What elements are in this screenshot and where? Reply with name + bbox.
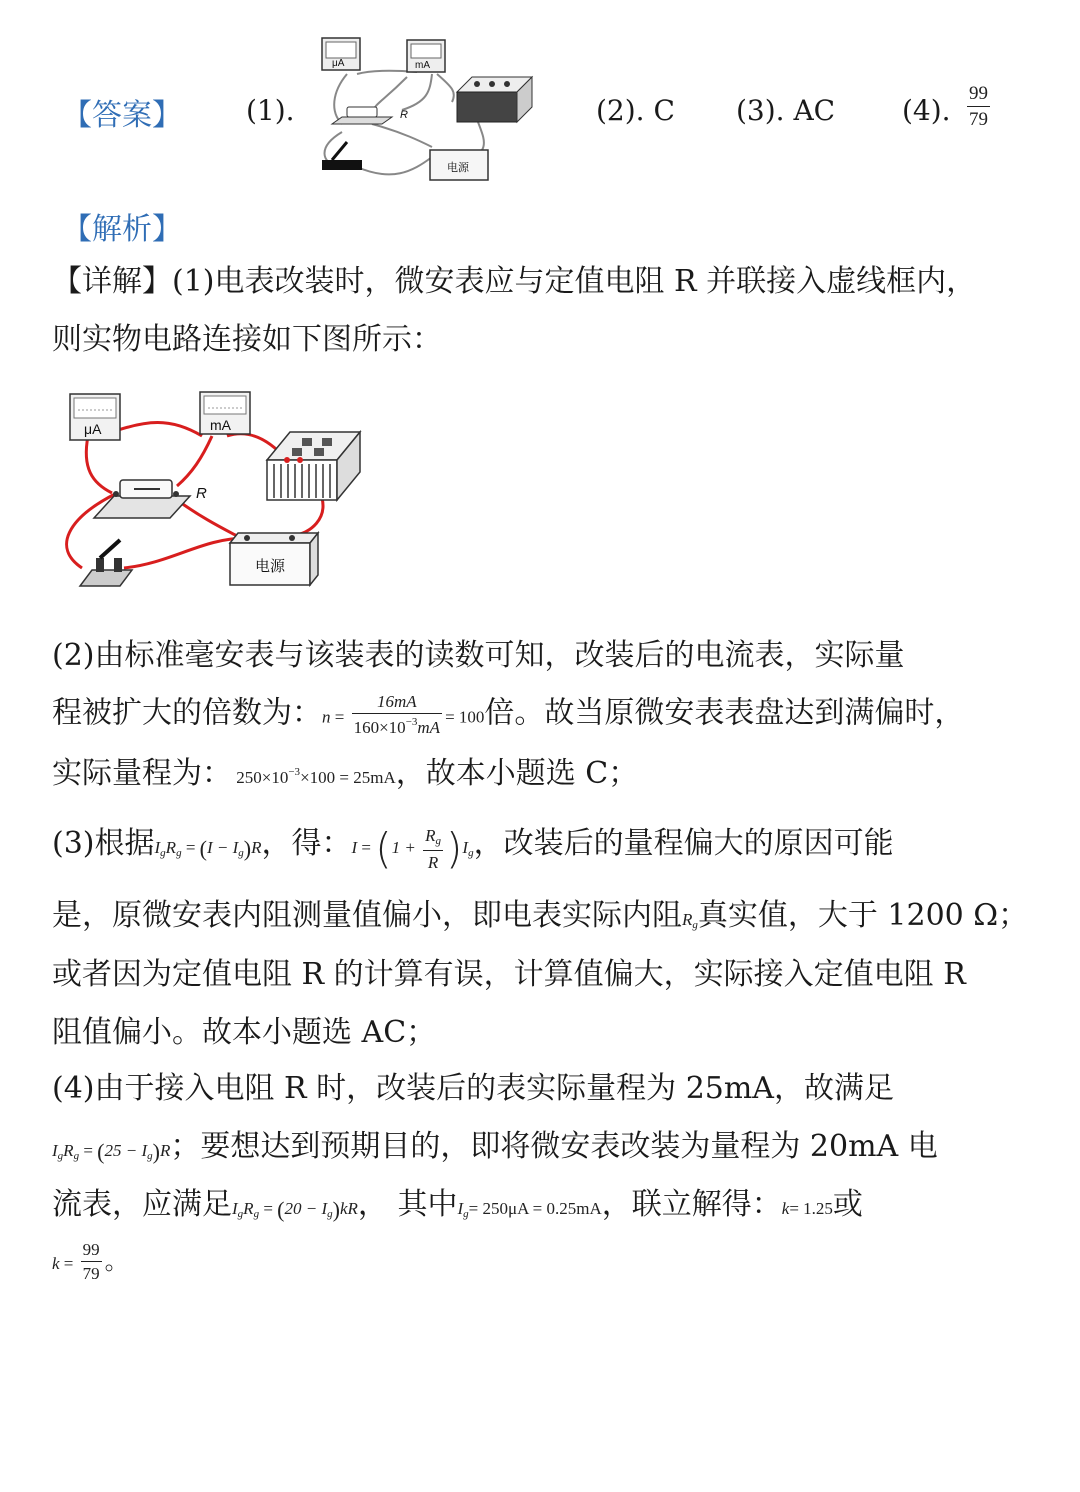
svg-text:mA: mA xyxy=(415,60,430,71)
svg-text:电源: 电源 xyxy=(255,558,286,575)
small-resistance-box xyxy=(457,77,532,122)
resistor xyxy=(94,480,207,518)
p2-line1: (2)由标准毫安表与该装表的读数可知，改装后的电流表，实际量 xyxy=(52,638,905,673)
wire xyxy=(177,500,237,536)
small-wire xyxy=(372,77,407,112)
p2-line2: 程被扩大的倍数为：n = $\frac{16mA}{160\times 10^{-3}mA}$ = 100倍。故当原微安表表盘达到满偏时， xyxy=(52,692,965,737)
small-wire xyxy=(437,74,454,102)
p2-line3: 实际量程为： $250\times 10^{-3}\times 100 = 25mA$，故本小题选 C； xyxy=(52,756,639,791)
power-source xyxy=(230,533,318,585)
small-switch xyxy=(322,142,362,170)
small-resistor xyxy=(332,107,408,124)
resistance-box xyxy=(267,432,360,500)
answer-part4-fraction: $\frac{99}{79}$ xyxy=(969,83,988,130)
circuit-diagram xyxy=(52,388,370,593)
p4-line2: $I_gR_g = (25 - I_g)R$；要想达到预期目的，即将微安表改装为量程为 20mA 电 xyxy=(52,1129,938,1165)
small-wire xyxy=(357,157,432,174)
wire xyxy=(124,538,247,568)
microammeter xyxy=(70,394,120,440)
p4-line3: 流表，应满足$I_gR_g = (20 - I_g)kR$， 其中$I_g= 250\mu A = 0.25mA$，联立解得：k= 1.25或 xyxy=(52,1187,863,1223)
p1-line2: 则实物电路连接如下图所示： xyxy=(52,322,442,357)
answer-label: 【答案】 xyxy=(62,98,182,133)
svg-text:μA: μA xyxy=(84,421,102,437)
p3-line1: (3)根据$I_gR_g = (I - I_g)R$，得：I = (1 + $\frac{R_g}{R}$ )$I_g$，改装后的量程偏大的原因可能 xyxy=(52,824,894,874)
answer-part2: (2). C xyxy=(596,94,675,127)
p3-line4: 阻值偏小。故本小题选 AC； xyxy=(52,1015,437,1050)
switch xyxy=(80,540,132,586)
wire xyxy=(177,436,212,486)
small-circuit-diagram xyxy=(312,32,560,187)
small-wire xyxy=(402,74,432,110)
wire xyxy=(86,436,112,493)
small-microammeter xyxy=(322,38,360,70)
answer-part1-label: (1). xyxy=(246,94,295,127)
milliammeter xyxy=(200,392,250,434)
svg-text:R: R xyxy=(196,485,207,502)
p4-line1: (4)由于接入电阻 R 时，改装后的表实际量程为 25mA，故满足 xyxy=(52,1071,894,1106)
svg-text:R: R xyxy=(400,109,408,121)
small-milliammeter xyxy=(407,40,445,72)
wire xyxy=(292,498,323,536)
answer-part4-label: (4). xyxy=(902,94,951,127)
svg-text:μA: μA xyxy=(332,58,345,69)
p1-line1: 【详解】(1)电表改装时，微安表应与定值电阻 R 并联接入虚线框内， xyxy=(52,264,977,299)
answer-part3: (3). AC xyxy=(736,94,836,127)
small-wire xyxy=(372,124,432,147)
small-power-source xyxy=(430,150,488,180)
p3-line2: 是，原微安表内阻测量值偏小，即电表实际内阻$R_g$真实值，大于 1200 Ω； xyxy=(52,898,1029,933)
analysis-label: 【解析】 xyxy=(62,212,182,247)
p3-line3: 或者因为定值电阻 R 的计算有误，计算值偏大，实际接入定值电阻 R xyxy=(52,957,966,992)
svg-text:mA: mA xyxy=(210,417,231,433)
svg-text:电源: 电源 xyxy=(447,162,469,174)
p4-line4: k = $\frac{99}{79}$ 。 xyxy=(52,1239,129,1283)
